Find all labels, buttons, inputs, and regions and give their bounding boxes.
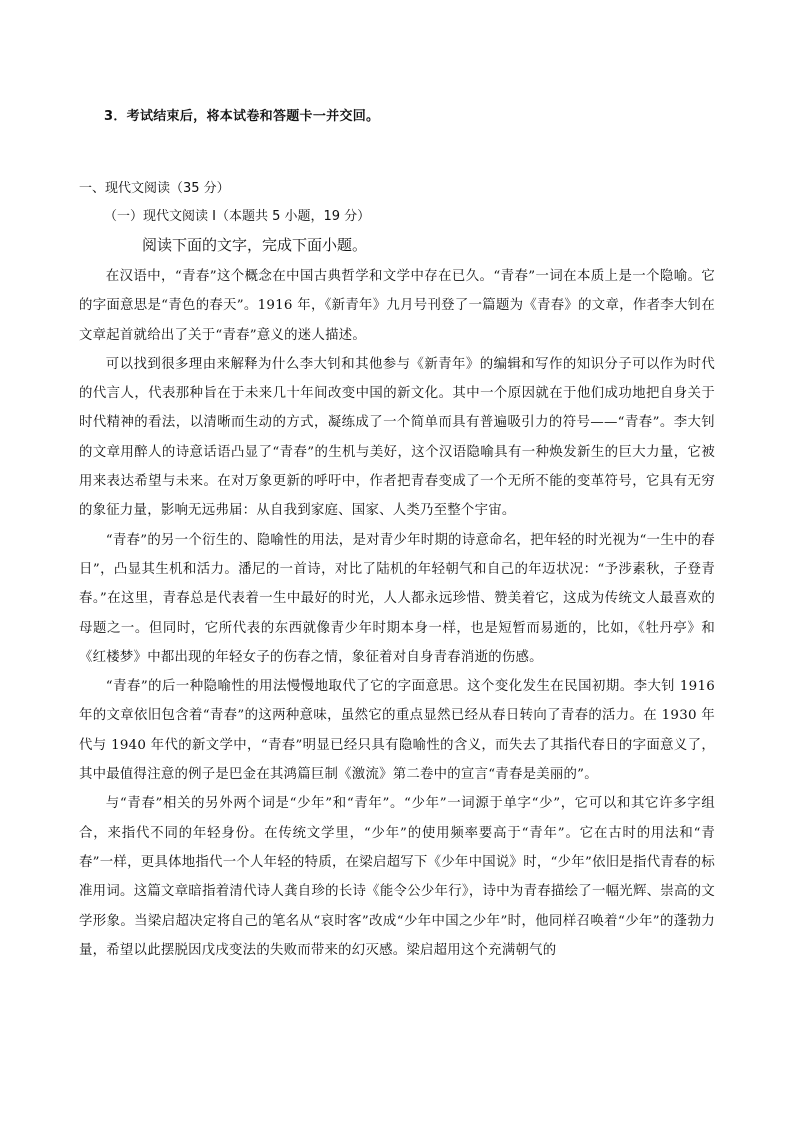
article-paragraph: “青春”的后一种隐喻性的用法慢慢地取代了它的字面意思。这个变化发生在民国初期。李大钊 1916 年的文章依旧包含着“青春”的这两种意味，虽然它的重点显然已经从春日转向了青春的活力。在 1930 年代与 1940 年代的新文学中，“青春”明显已经只具有隐喻性的含义，而失去了其指代春日的字面意义了，其中最值得注意的例子是巴金在其鸿篇巨制《激流》第二卷中的宣言“青春是美丽的”。 (79, 679, 715, 783)
article-paragraph: 与“青春”相关的另外两个词是“少年”和“青年”。“少年”一词源于单字“少”，它可以和其它许多字组合，来指代不同的年轻身份。在传统文学里，“少年”的使用频率要高于“青年”。它在古时的用法和“青春”一样，更具体地指代一个人年轻的特质，在梁启超写下《少年中国说》时，“少年”依旧是指代青春的标准用词。这篇文章暗指着清代诗人龚自珍的长诗《能令公少年行》，诗中为青春描绘了一幅光辉、崇高的文学形象。当梁启超决定将自己的笔名从“哀时客”改成“少年中国之少年”时，他同样召唤着“少年”的蓬勃力量，希望以此摆脱因戊戌变法的失败而带来的幻灭感。梁启超用这个充满朝气的 (79, 796, 715, 958)
article-body (79, 262, 715, 965)
article-paragraph: “青春”的另一个衍生的、隐喻性的用法，是对青少年时期的诗意命名，把年轻的时光视为“一生中的春日”，凸显其生机和活力。潘尼的一首诗，对比了陆机的年轻朝气和自己的年迈状况：“予涉素秋，子登青春。”在这里，青春总是代表着一生中最好的时光，人人都永远珍惜、赞美着它，这成为传统文人最喜欢的母题之一。但同时，它所代表的东西就像青少年时期本身一样，也是短暂而易逝的，比如，《牡丹亭》和《红楼梦》中都出现的年轻女子的伤春之情，象征着对自身青春消逝的伤感。 (79, 532, 715, 665)
subsection-title: （一）现代文阅读 I（本题共 5 小题，19 分） (104, 209, 371, 224)
exam-instruction: 3．考试结束后，将本试卷和答题卡一并交回。 (104, 109, 380, 124)
article-paragraph: 可以找到很多理由来解释为什么李大钊和其他参与《新青年》的编辑和写作的知识分子可以作为时代的代言人，代表那种旨在于未来几十年间改变中国的新文化。其中一个原因就在于他们成功地把自身关于时代精神的看法，以清晰而生动的方式，凝练成了一个简单而具有普遍吸引力的符号——“青春”。李大钊的文章用醉人的诗意话语凸显了“青春”的生机与美好，这个汉语隐喻具有一种焕发新生的巨大力量，它被用来表达希望与未来。在对万象更新的呼吁中，作者把青春变成了一个无所不能的变革符号，它具有无穷的象征力量，影响无远弗届：从自我到家庭、国家、人类乃至整个宇宙。 (79, 356, 715, 519)
article-paragraph: 在汉语中，“青春”这个概念在中国古典哲学和文学中存在已久。“青春”一词在本质上是一个隐喻。它的字面意思是“青色的春天”。1916 年，《新青年》九月号刊登了一篇题为《青春》的文章，作者李大钊在文章起首就给出了关于“青春”意义的迷人描述。 (79, 269, 715, 343)
reading-prompt: 阅读下面的文字，完成下面小题。 (142, 236, 368, 254)
section-title: 一、现代文阅读（35 分） (79, 181, 230, 196)
